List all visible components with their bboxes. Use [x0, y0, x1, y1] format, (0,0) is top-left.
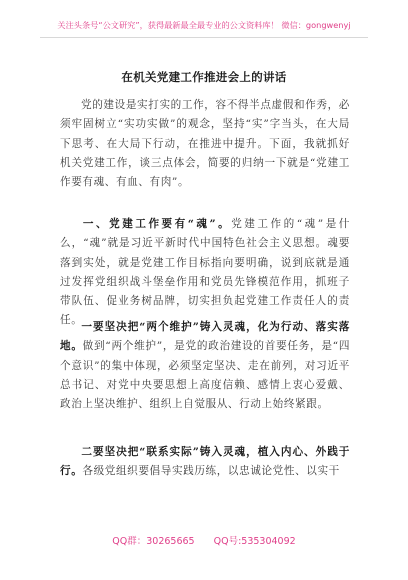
- header-divider: [40, 37, 368, 38]
- footer-contact: [0, 533, 408, 547]
- point-two-heading: 二要坚决把“联系实际”铸入灵魂，植入内心、外践于行。: [60, 446, 350, 478]
- footer-qq-number: QQ号:535304092: [213, 536, 296, 547]
- section-one-text: 党建工作的“魂”是什么，“魂”就是习近平新时代中国特色社会主义思想。魂要落到实处，就是党建工作目标指向要明确，说到底就是通过发挥党组织战斗堡垒作用和党员先锋模范作用，抓班子带队伍、促业务树品牌，切实担负起党建工作责任人的责任。: [60, 218, 350, 327]
- point-one-heading: 一要坚决把“两个维护”铸入灵魂，化为行动、落实落地。: [60, 321, 350, 353]
- footer-qq-group: QQ群：30265665: [112, 536, 195, 547]
- paragraph-intro: [60, 96, 350, 192]
- document-title: 在机关党建工作推进会上的讲话: [121, 70, 287, 84]
- header-banner: 关注头条号“公文研究”，获得最新最全最专业的公文资料库！ 微信：gongwenyj: [57, 20, 351, 30]
- point-one-text: 做到“两个维护”，是党的政治建设的首要任务，是“四个意识”的集中体现，必须坚定坚决、走在前列，对习近平总书记、对党中央要思想上高度信赖、感情上衷心爱戴、政治上坚决维护、组织上自觉服从、行动上始终紧跟。: [60, 340, 351, 411]
- paragraph-section-one: [60, 215, 350, 331]
- section-one-heading: 一、党建工作要有“魂”。: [81, 218, 232, 230]
- paragraph-point-one: [60, 318, 350, 414]
- paragraph-intro-text: 党的建设是实打实的工作，容不得半点虚假和作秀，必须牢固树立“实功实做”的观念，坚持“实”字当头，在大局下思考、在大局下行动，在推进中提升。下面，我就抓好机关党建工作，谈三点体会，简要的归纳一下就是“党建工作要有魂、有血、有肉”。: [60, 99, 350, 189]
- paragraph-point-two: [60, 443, 350, 482]
- point-two-text: 各级党组织要倡导实践历练，以忠诚论党性、以实干: [82, 465, 340, 478]
